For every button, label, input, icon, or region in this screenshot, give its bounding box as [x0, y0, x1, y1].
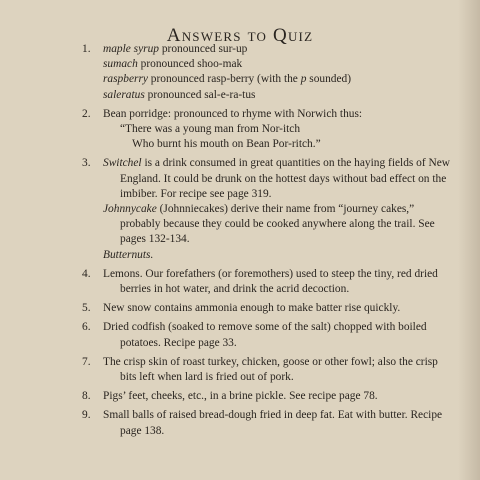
answer-line: [103, 42, 456, 57]
answer-line: [103, 88, 456, 103]
answer-text: Bean porridge: pronounced to rhyme with Norwich thus:: [103, 107, 363, 120]
answer-text: pronounced shoo-mak: [137, 58, 243, 71]
term: raspberry: [103, 73, 148, 86]
term: Johnnycake: [103, 203, 157, 216]
item-number: 1.: [82, 43, 91, 55]
answer-item-5: [84, 301, 456, 316]
answer-line: [103, 72, 456, 87]
answer-item-7: [84, 355, 456, 385]
answer-text: pronounced rasp-berry (with the: [147, 73, 301, 86]
verse-line: Who burnt his mouth on Bean Por-ritch.”: [132, 138, 321, 151]
answer-item-1: [84, 42, 456, 103]
answer-text: pronounced sal-e-ra-tus: [144, 88, 256, 101]
item-number: 6.: [82, 321, 91, 334]
answer-text: pronounced sur-up: [159, 43, 248, 55]
answer-text: is a drink consumed in great quantities on the haying fields of New England. It could be drunk on the hottest days without bad effect on the imbiber. For recipe see page 319.: [120, 157, 451, 200]
item-number: 8.: [82, 390, 91, 403]
term: maple syrup: [103, 43, 159, 55]
answer-text: The crisp skin of roast turkey, chicken, goose or other fowl; also the crisp bits left when lard is fried out of pork.: [103, 355, 438, 384]
answer-list: [84, 42, 456, 443]
answer-line: [103, 57, 456, 72]
term: sumach: [103, 58, 138, 71]
item-number: 7.: [82, 355, 91, 368]
answer-text: New snow contains ammonia enough to make batter rise quickly.: [103, 302, 401, 315]
term: p: [300, 73, 307, 86]
answer-text: (Johnniecakes) derive their name from “journey cakes,” probably because they could be cooked anywhere along the trail. See pages 132-134.: [120, 203, 435, 246]
item-number: 3.: [82, 157, 91, 170]
page-title: Answers to Quiz: [166, 24, 314, 46]
answer-text: Pigs’ feet, cheeks, etc., in a brine pickle. See recipe page 78.: [103, 390, 378, 403]
answer-text: Small balls of raised bread-dough fried in deep fat. Eat with butter. Recipe page 138.: [103, 409, 443, 437]
answer-item-9: [84, 408, 456, 438]
answer-text: sounded): [306, 73, 352, 86]
answer-item-2: [84, 107, 456, 153]
item-number: 2.: [82, 107, 91, 120]
answer-text: Dried codfish (soaked to remove some of the salt) chopped with boiled potatoes. Recipe page 33.: [103, 321, 427, 349]
item-number: 5.: [82, 302, 91, 315]
item-number: 9.: [82, 409, 91, 422]
answer-paragraph: [103, 156, 456, 202]
answer-item-4: [84, 267, 456, 297]
answer-item-8: [84, 389, 456, 404]
page-gutter-shadow: [458, 0, 480, 480]
answer-text: Lemons. Our forefathers (or foremothers) used to steep the tiny, red dried berries in hot water, and drink the acrid decoction.: [103, 267, 438, 296]
answer-item-3: [84, 156, 456, 262]
term: Butternuts.: [103, 248, 154, 261]
term: saleratus: [103, 88, 145, 101]
answer-item-6: [84, 320, 456, 350]
item-number: 4.: [82, 267, 91, 280]
answer-paragraph: [103, 202, 456, 248]
verse-line: “There was a young man from Nor-itch: [120, 123, 301, 136]
term: Switchel: [103, 157, 142, 170]
